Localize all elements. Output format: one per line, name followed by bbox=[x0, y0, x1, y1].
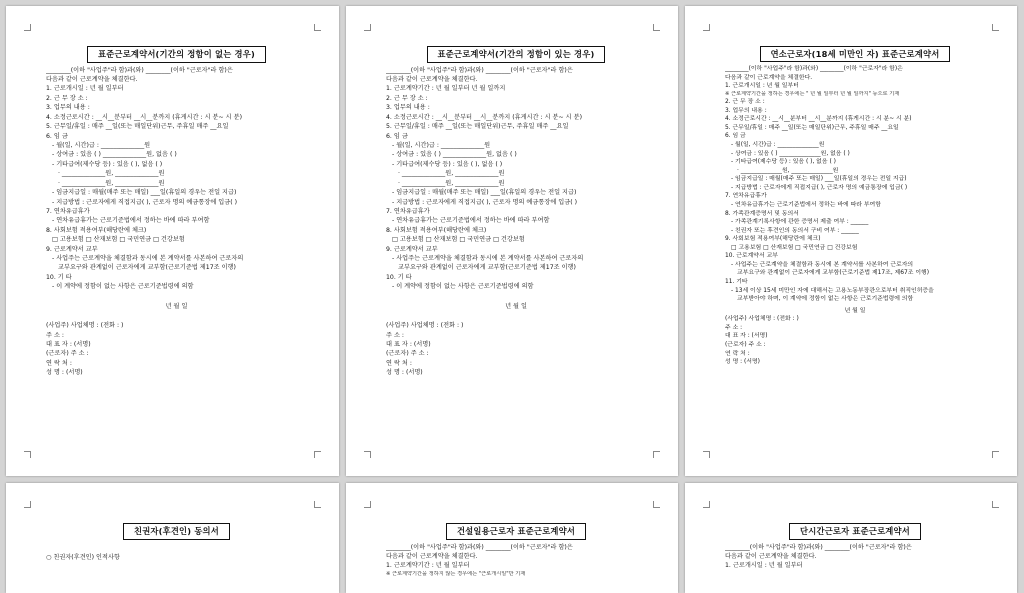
text-line: ________(이하 "사업주"라 함)과(와) ________(이하 "근로자"라 함)은 bbox=[386, 543, 573, 551]
document-title: 표준근로계약서(기간의 정함이 있는 경우) bbox=[386, 46, 646, 63]
text-line: - 임금지급일 : 매월(매주 또는 매일) ___일(휴일의 경우는 전일 지급) bbox=[392, 189, 577, 197]
page-content bbox=[46, 46, 307, 378]
text-line: - 사업주는 근로계약을 체결함과 동시에 본 계약서를 사본하여 근로자의 bbox=[731, 261, 914, 268]
text-line: 다음과 같이 근로계약을 체결한다. bbox=[46, 76, 138, 84]
crop-mark bbox=[992, 501, 999, 508]
crop-mark bbox=[703, 501, 710, 508]
text-line: 9. 근로계약서 교부 bbox=[386, 245, 438, 253]
crop-mark bbox=[364, 451, 371, 458]
crop-mark bbox=[24, 501, 31, 508]
employer-representative: 대 표 자 : (서명) bbox=[725, 333, 768, 340]
worker-address: (근로자) 주 소 : bbox=[46, 350, 89, 358]
text-line: ○ 친권자(후견인) 인적사항 bbox=[46, 553, 120, 561]
worker-address: (근로자) 주 소 : bbox=[725, 341, 766, 348]
worker-name: 성 명 : (서명) bbox=[46, 369, 83, 377]
text-line: 1. 근로개시일 : 년 월 일부터 bbox=[725, 562, 803, 570]
text-line: - 사업주는 근로계약을 체결함과 동시에 본 계약서를 사본하여 근로자의 bbox=[52, 255, 244, 263]
text-line: - 월(일, 시간)급 : ______________원 bbox=[52, 141, 151, 149]
text-line: - 상여금 : 있음 ( ) ______________원, 없음 ( ) bbox=[392, 151, 517, 159]
text-line: ________(이하 "사업주"라 함)과(와) ________(이하 "근로자"라 함)은 bbox=[725, 543, 912, 551]
text-line: - 임금지급일 : 매월(매주 또는 매일) ___일(휴일의 경우는 전일 지급) bbox=[52, 189, 237, 197]
contract-date: 년 월 일 bbox=[844, 307, 866, 314]
document-page-2[interactable] bbox=[346, 6, 678, 476]
crop-mark bbox=[364, 24, 371, 31]
text-line: - 이 계약에 정함이 없는 사항은 근로기준법령에 의함 bbox=[52, 283, 194, 291]
employer-address: 주 소 : bbox=[725, 324, 743, 331]
crop-mark bbox=[653, 24, 660, 31]
text-line: 11. 기타 bbox=[725, 279, 748, 286]
crop-mark bbox=[992, 24, 999, 31]
text-line: 6. 임 금 bbox=[46, 132, 68, 140]
page-content bbox=[386, 523, 646, 579]
note-line: ※ 근로계약기간을 정하는 경우에는 " 년 월 일부터 년 월 일까지" 등으로 기재 bbox=[725, 90, 900, 97]
text-line: - 연차유급휴가는 근로기준법에서 정하는 바에 따라 부여함 bbox=[52, 217, 210, 225]
text-line: - 이 계약에 정함이 없는 사항은 근로기준법령에 의함 bbox=[392, 283, 534, 291]
checkbox-line[interactable]: □ 고용보험 □ 산재보험 □ 국민연금 □ 건강보험 bbox=[731, 244, 858, 251]
text-line: - 기타급여(제수당 등) : 있음 ( ), 없음 ( ) bbox=[52, 160, 163, 168]
worker-contact: 연 락 처 : bbox=[725, 350, 750, 357]
checkbox-line[interactable]: □ 고용보험 □ 산재보험 □ 국민연금 □ 건강보험 bbox=[392, 236, 525, 244]
text-line: 10. 기 타 bbox=[46, 273, 72, 281]
page-content bbox=[46, 523, 307, 562]
checkbox-line[interactable]: □ 고용보험 □ 산재보험 □ 국민연금 □ 건강보험 bbox=[52, 236, 185, 244]
employer-address: 주 소 : bbox=[46, 331, 64, 339]
crop-mark bbox=[703, 451, 710, 458]
worker-name: 성 명 : (서명) bbox=[725, 359, 760, 366]
text-line: - 기타급여(제수당 등) : 있음 ( ), 없음 ( ) bbox=[731, 159, 836, 166]
document-page-3[interactable] bbox=[685, 6, 1017, 476]
text-line: 10. 근로계약서 교부 bbox=[725, 253, 778, 260]
worker-name: 성 명 : (서명) bbox=[386, 369, 423, 377]
text-line: - 월(일, 시간)급 : ______________원 bbox=[392, 141, 491, 149]
crop-mark bbox=[653, 451, 660, 458]
text-line: 6. 임 금 bbox=[386, 132, 408, 140]
worker-contact: 연 락 처 : bbox=[46, 359, 72, 367]
worker-contact: 연 락 처 : bbox=[386, 359, 412, 367]
text-line: 다음과 같이 근로계약을 체결한다. bbox=[386, 553, 478, 561]
text-line: - 지급방법 : 근로자에게 직접지급( ), 근로자 명의 예금통장에 입금( ) bbox=[731, 184, 908, 191]
crop-mark bbox=[364, 501, 371, 508]
text-line: - 사업주는 근로계약을 체결함과 동시에 본 계약서를 사본하여 근로자의 bbox=[392, 255, 584, 263]
document-title: 단시간근로자 표준근로계약서 bbox=[725, 523, 985, 540]
text-line: 3. 업무의 내용 : bbox=[386, 104, 430, 112]
document-page-4[interactable] bbox=[6, 483, 339, 593]
text-line: 다음과 같이 근로계약을 체결한다. bbox=[386, 76, 478, 84]
page-content bbox=[386, 46, 646, 378]
text-line: - 기타급여(제수당 등) : 있음 ( ), 없음 ( ) bbox=[392, 160, 503, 168]
employer-representative: 대 표 자 : (서명) bbox=[46, 341, 91, 348]
document-title: 건설일용근로자 표준근로계약서 bbox=[386, 523, 646, 540]
text-line: · ______________원, ______________원 bbox=[398, 170, 505, 178]
text-line: 7. 연차유급휴가 bbox=[46, 207, 90, 215]
text-line: 1. 근로계약기간 : 년 월 일부터 bbox=[386, 562, 470, 570]
text-line: 교부요구와 관계없이 근로자에게 교부함(근로기준법 제17조, 제67조 이행) bbox=[737, 270, 930, 277]
employer-name: (사업주) 사업체명 : (전화 : ) bbox=[725, 316, 799, 323]
text-line: ________(이하 "사업주"라 함)과(와) ________(이하 "근로자"라 함)은 bbox=[386, 66, 573, 74]
employer-representative: 대 표 자 : (서명) bbox=[386, 341, 431, 348]
text-line: 2. 근 무 장 소 : bbox=[386, 94, 428, 102]
text-line: - 상여금 : 있음 ( ) ______________원, 없음 ( ) bbox=[52, 151, 177, 159]
employer-name: (사업주) 사업체명 : (전화 : ) bbox=[46, 322, 124, 330]
document-title: 친권자(후견인) 동의서 bbox=[46, 523, 307, 540]
text-line: 5. 근무일/휴일 : 매주 __일(또는 매일단위)근무, 주휴일 매주 __요일 bbox=[725, 124, 899, 131]
text-line: 4. 소정근로시간 : __시__분부터 __시__분까지 (휴게시간 : 시 분~ 시 분) bbox=[46, 113, 242, 121]
text-line: - 지급방법 : 근로자에게 직접지급( ), 근로자 명의 예금통장에 입금( ) bbox=[392, 198, 578, 206]
text-line: 4. 소정근로시간 : __시__분부터 __시__분까지 (휴게시간 : 시 분~ 시 분) bbox=[386, 113, 582, 121]
page-content bbox=[725, 523, 985, 571]
document-title: 연소근로자(18세 미만인 자) 표준근로계약서 bbox=[725, 46, 985, 62]
crop-mark bbox=[314, 451, 321, 458]
text-line: - 연차유급휴가는 근로기준법에서 정하는 바에 따라 부여함 bbox=[392, 217, 550, 225]
text-line: - 상여금 : 있음 ( ) ______________원, 없음 ( ) bbox=[731, 150, 850, 157]
text-line: - 월(일, 시간)급 : ______________원 bbox=[731, 142, 825, 149]
text-line: 8. 가족관계증명서 및 동의서 bbox=[725, 210, 799, 217]
text-line: 교부요구와 관계없이 근로자에게 교부함(근로기준법 제17조 이행) bbox=[398, 264, 576, 272]
text-line: ________(이하 "사업주"라 함)과(와) ________(이하 "근로자"라 함)은 bbox=[46, 66, 233, 74]
text-line: 7. 연차유급휴가 bbox=[386, 207, 430, 215]
text-line: 6. 임 금 bbox=[725, 133, 746, 140]
text-line: 3. 업무의 내용 : bbox=[46, 104, 90, 112]
note-line: ※ 근로계약기간을 정하지 않는 경우에는 "근로개시일"만 기재 bbox=[386, 570, 526, 577]
document-page-5[interactable] bbox=[346, 483, 678, 593]
crop-mark bbox=[703, 24, 710, 31]
contract-date: 년 월 일 bbox=[165, 302, 188, 310]
text-line: 8. 사회보험 적용여부(해당란에 체크) bbox=[386, 226, 487, 234]
text-line: · ______________원, ______________원 bbox=[737, 167, 839, 174]
text-line: - 13세 이상 15세 미만인 자에 대해서는 고용노동부장관으로부터 취직인허증을 bbox=[731, 287, 934, 294]
document-page-1[interactable] bbox=[6, 6, 339, 476]
crop-mark bbox=[24, 24, 31, 31]
text-line: 2. 근 무 장 소 : bbox=[46, 94, 88, 102]
crop-mark bbox=[314, 501, 321, 508]
text-line: · ______________원, ______________원 bbox=[58, 179, 165, 187]
worker-address: (근로자) 주 소 : bbox=[386, 350, 429, 358]
text-line: 7. 연차유급휴가 bbox=[725, 193, 767, 200]
text-line: 3. 업무의 내용 : bbox=[725, 107, 767, 114]
crop-mark bbox=[314, 24, 321, 31]
text-line: ________(이하 "사업주"라 함)과(와) ________(이하 "근로자"라 함)은 bbox=[725, 66, 903, 73]
page-content bbox=[725, 46, 985, 367]
employer-address: 주 소 : bbox=[386, 331, 404, 339]
text-line: 9. 근로계약서 교부 bbox=[46, 245, 98, 253]
document-title: 표준근로계약서(기간의 정함이 없는 경우) bbox=[46, 46, 307, 63]
contract-date: 년 월 일 bbox=[505, 302, 527, 310]
text-line: 1. 근로개시일 : 년 월 일부터 bbox=[46, 85, 124, 93]
crop-mark bbox=[24, 451, 31, 458]
text-line: 5. 근무일/휴일 : 매주 __일(또는 매일단위)근무, 주휴일 매주 __요일 bbox=[386, 123, 569, 131]
text-line: 교부요구와 관계없이 근로자에게 교부함(근로기준법 제17조 이행) bbox=[58, 264, 236, 272]
text-line: 1. 근로계약기간 : 년 월 일부터 년 월 일까지 bbox=[386, 85, 506, 93]
text-line: 1. 근로개시일 : 년 월 일부터 bbox=[725, 83, 799, 90]
text-line: - 연차유급휴가는 근로기준법에서 정하는 바에 따라 부여함 bbox=[731, 201, 881, 208]
document-page-6[interactable] bbox=[685, 483, 1017, 593]
text-line: - 가족관계기록사항에 관한 증명서 제출 여부 : ______ bbox=[731, 219, 869, 226]
text-line: 4. 소정근로시간 : __시__분부터 __시__분까지 (휴게시간 : 시 분~ 시 분) bbox=[725, 116, 912, 123]
text-line: 10. 기 타 bbox=[386, 273, 412, 281]
text-line: - 임금지급일 : 매월(매주 또는 매일) ___일(휴일의 경우는 전일 지급) bbox=[731, 176, 907, 183]
text-line: 다음과 같이 근로계약을 체결한다. bbox=[725, 553, 817, 561]
text-line: - 지급방법 : 근로자에게 직접지급( ), 근로자 명의 예금통장에 입금( ) bbox=[52, 198, 238, 206]
text-line: 5. 근무일/휴일 : 매주 __일(또는 매일단위)근무, 주휴일 매주 __요일 bbox=[46, 123, 229, 131]
crop-mark bbox=[653, 501, 660, 508]
crop-mark bbox=[992, 451, 999, 458]
employer-name: (사업주) 사업체명 : (전화 : ) bbox=[386, 322, 464, 330]
text-line: · ______________원, ______________원 bbox=[398, 179, 505, 187]
text-line: 2. 근 무 장 소 : bbox=[725, 99, 765, 106]
text-line: · ______________원, ______________원 bbox=[58, 170, 165, 178]
text-line: 8. 사회보험 적용여부(해당란에 체크) bbox=[46, 226, 147, 234]
text-line: 교부받아야 하며, 이 계약에 정함이 없는 사항은 근로기준법령에 의함 bbox=[737, 296, 914, 303]
text-line: 다음과 같이 근로계약을 체결한다. bbox=[725, 74, 813, 81]
text-line: 9. 사회보험 적용여부(해당란에 체크) bbox=[725, 236, 821, 243]
text-line: - 친권자 또는 후견인의 동의서 구비 여부 : ______ bbox=[731, 227, 859, 234]
